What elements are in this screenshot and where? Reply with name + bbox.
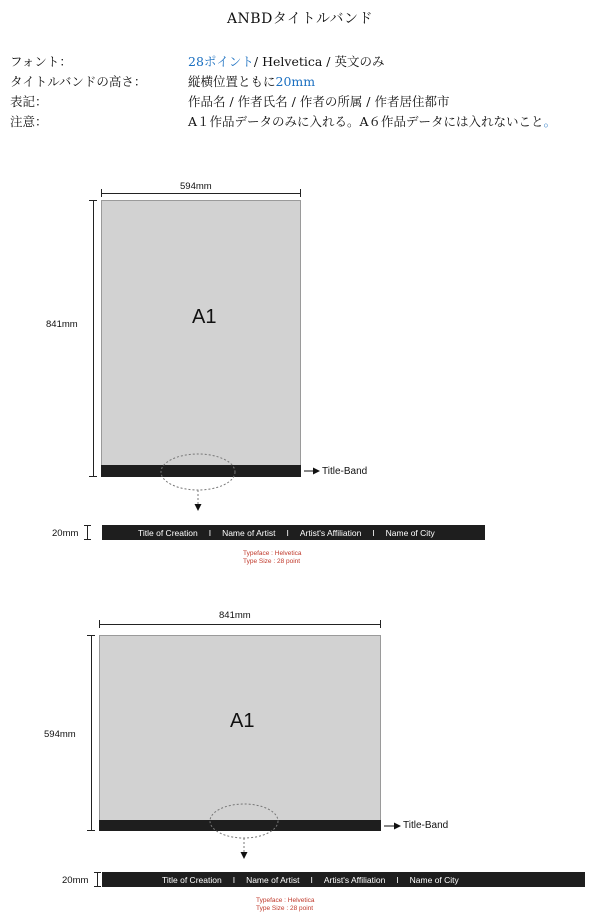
landscape-band-height-dim: 20mm [62, 875, 89, 886]
landscape-zoom-arrowhead [241, 852, 248, 859]
strip-separator: I [232, 874, 236, 885]
strip-artists-affiliation: Artist's Affiliation [299, 527, 362, 538]
strip-name-of-artist: Name of Artist [222, 527, 276, 538]
note-text: A１作品データのみに入れる。A６作品データには入れないこと [188, 114, 544, 129]
portrait-zoom-ellipse [161, 454, 235, 490]
strip-separator: I [208, 527, 212, 538]
portrait-typeface: Typeface : Helvetica [243, 550, 302, 557]
landscape-band-arrowhead [394, 823, 401, 830]
strip-separator: I [286, 527, 289, 538]
strip-title-of-creation: Title of Creation [162, 874, 222, 885]
strip-separator: I [396, 874, 399, 885]
strip-name-of-artist: Name of Artist [246, 874, 300, 885]
portrait-height-dim: 841mm [46, 319, 78, 330]
landscape-width-dim: 841mm [219, 610, 251, 621]
strip-separator: I [310, 874, 313, 885]
strip-name-of-city: Name of City [385, 527, 435, 538]
font-size-value: 28ポイント [188, 54, 254, 69]
portrait-paper-label: A1 [192, 306, 217, 328]
note-end: 。 [543, 114, 557, 129]
strip-separator: I [372, 527, 375, 538]
font-family-value: / Helvetica / 英文のみ [253, 54, 385, 69]
spec-height-label: タイトルバンドの高さ： [10, 74, 147, 89]
spec-notation-label: 表記： [10, 94, 48, 109]
spec-notation-value: 作品名 / 作者氏名 / 作者の所属 / 作者居住都市 [188, 94, 450, 109]
strip-name-of-city: Name of City [409, 874, 459, 885]
strip-title-of-creation: Title of Creation [138, 527, 198, 538]
landscape-band-label: Title-Band [403, 820, 449, 831]
landscape-typeface: Typeface : Helvetica [256, 897, 315, 904]
strip-artists-affiliation: Artist's Affiliation [323, 874, 386, 885]
height-mm-value: 20mm [275, 74, 316, 89]
portrait-band-arrowhead [313, 468, 320, 475]
portrait-band-label: Title-Band [322, 466, 368, 477]
portrait-band-height-dim: 20mm [52, 528, 79, 539]
landscape-height-dim: 594mm [44, 729, 76, 740]
landscape-type-size: Type Size : 28 point [256, 905, 314, 912]
height-text: 縦横位置ともに [188, 74, 276, 89]
landscape-paper-label: A1 [230, 710, 255, 732]
page-title: ANBDタイトルバンド [226, 11, 374, 27]
spec-note-label: 注意： [10, 114, 48, 129]
portrait-width-dim: 594mm [180, 181, 212, 192]
spec-font-label: フォント： [10, 54, 72, 69]
portrait-type-size: Type Size : 28 point [243, 558, 301, 565]
landscape-zoom-ellipse [210, 804, 278, 838]
portrait-zoom-arrowhead [195, 504, 202, 511]
